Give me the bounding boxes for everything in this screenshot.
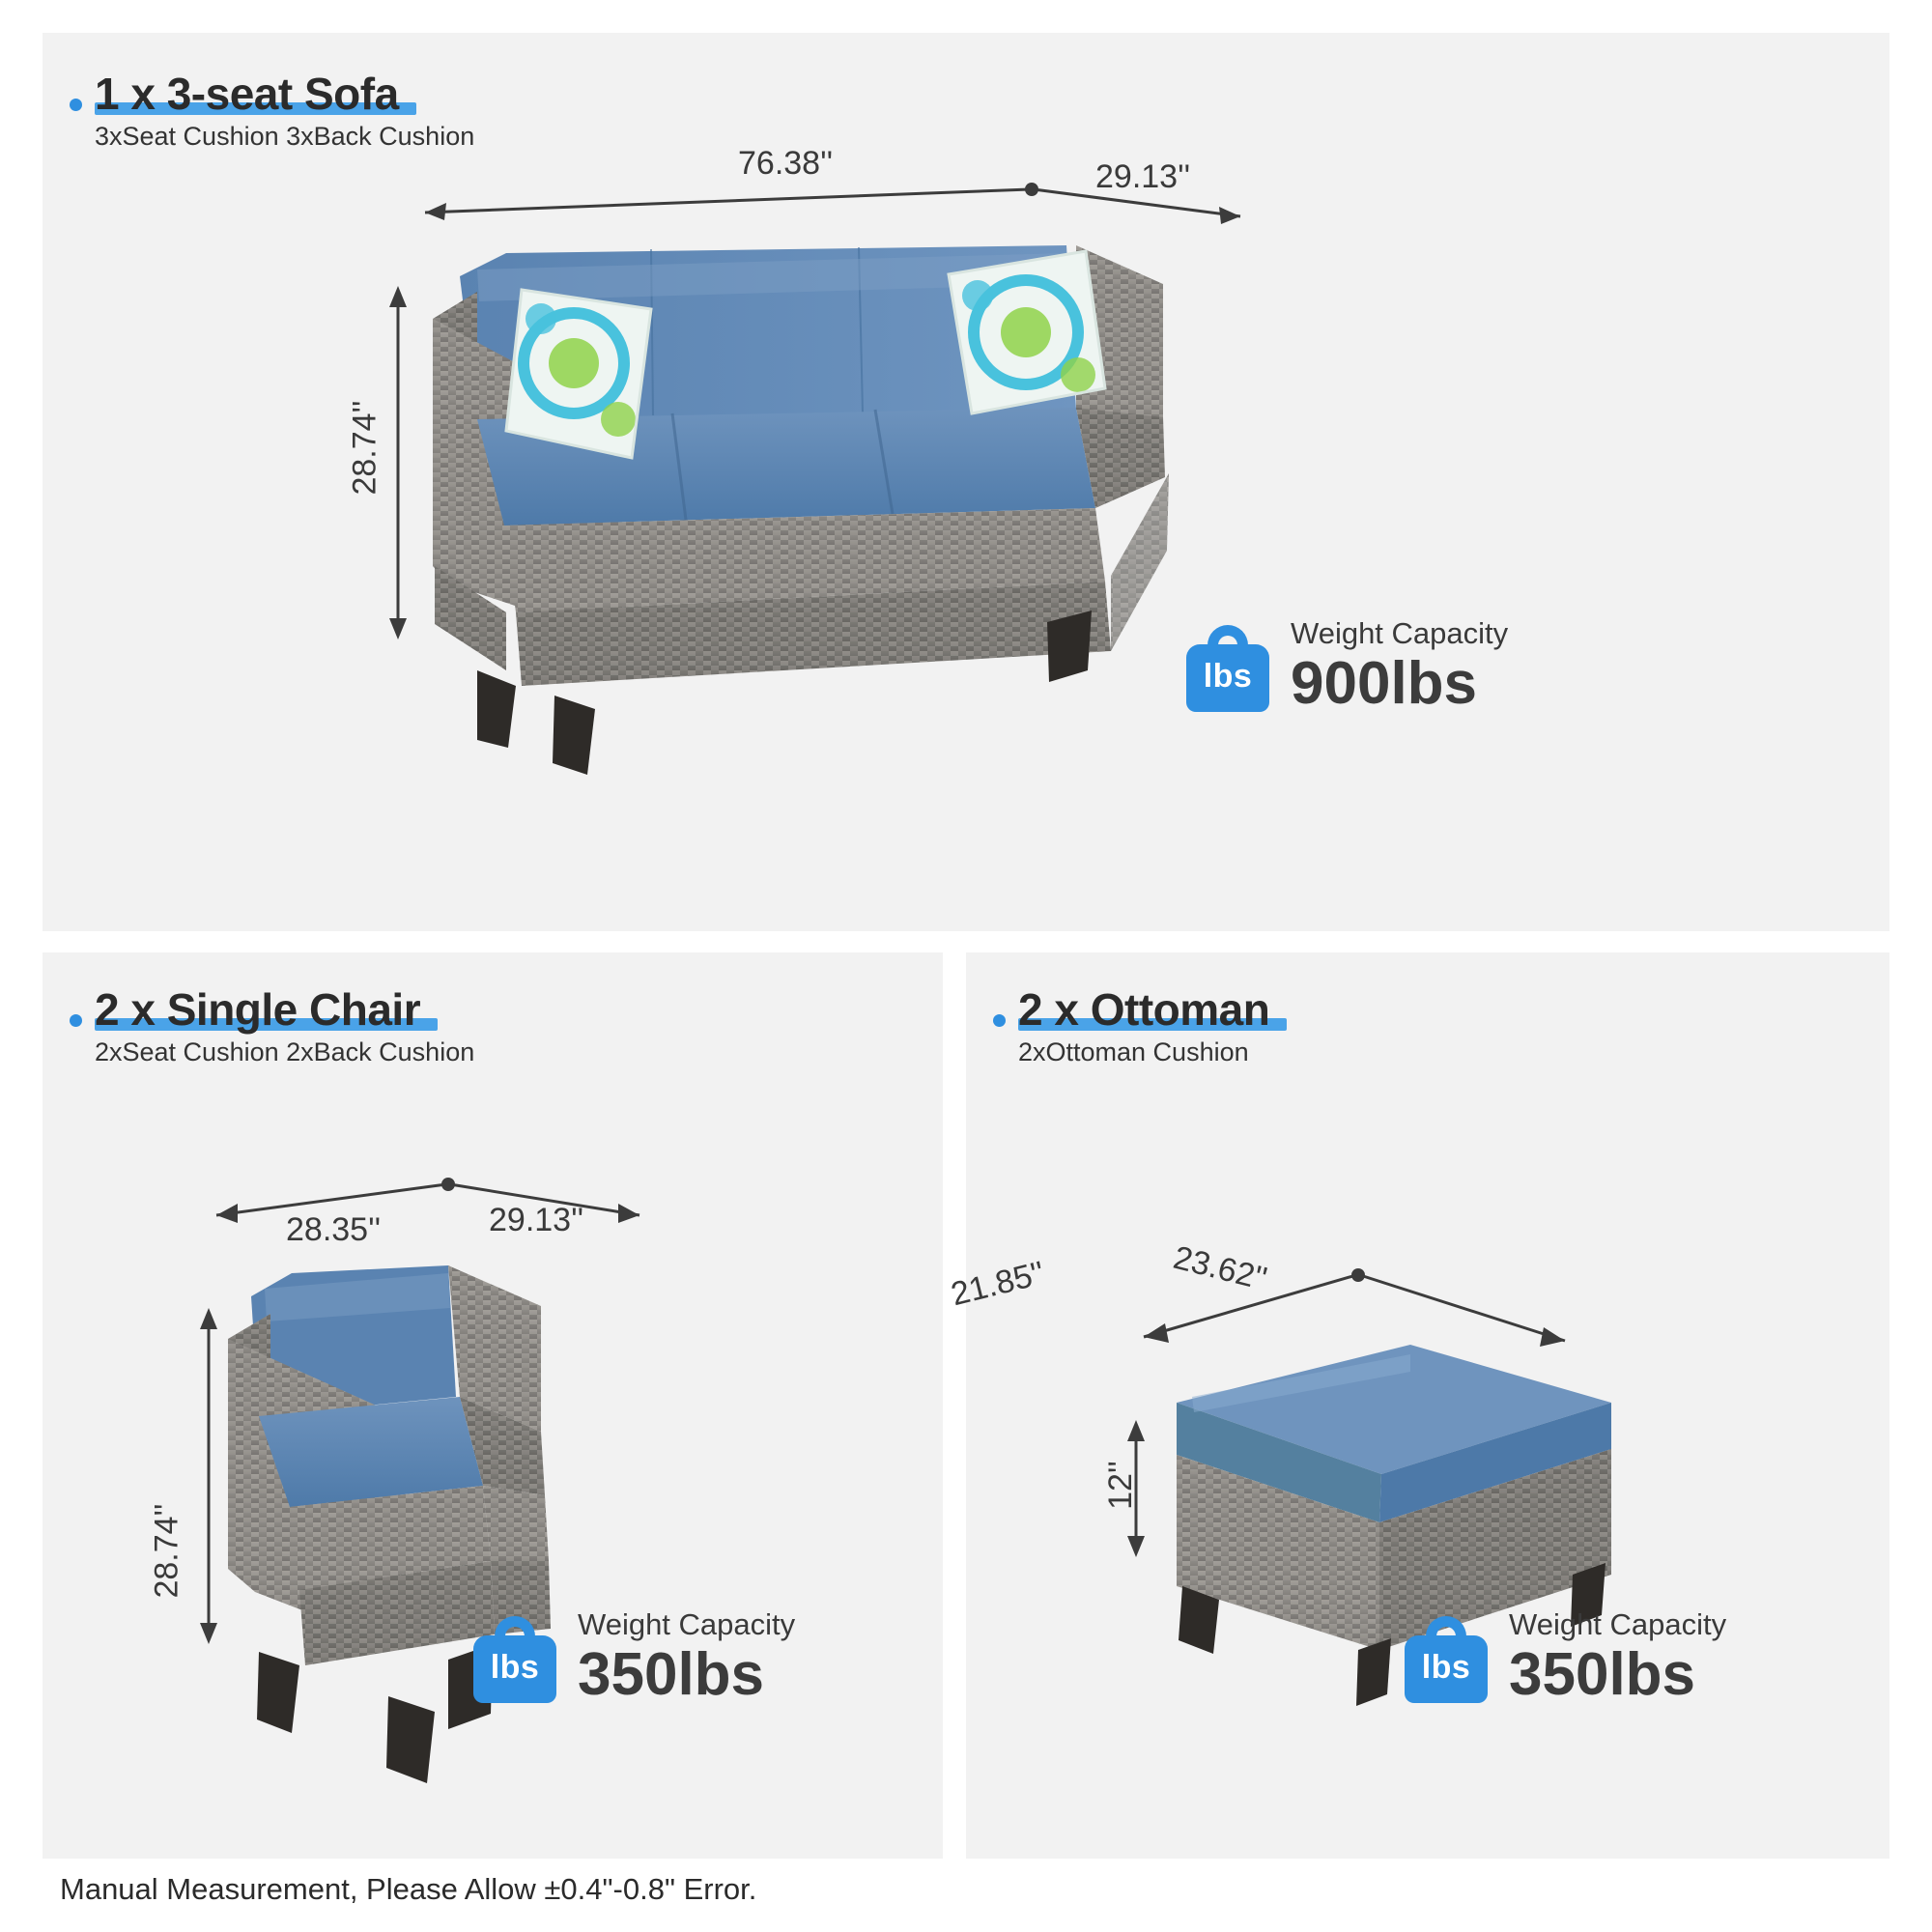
lbs-icon-text: lbs	[1421, 1648, 1471, 1686]
sofa-weight-capacity	[1180, 618, 1508, 715]
ottoman-subtitle: 2xOttoman Cushion	[1018, 1037, 1249, 1066]
sofa-subtitle: 3xSeat Cushion 3xBack Cushion	[95, 121, 475, 151]
bullet-icon	[70, 99, 82, 111]
chair-dim-height: 28.74''	[148, 1503, 185, 1599]
weight-capacity-value: 900lbs	[1291, 649, 1478, 717]
sofa-dim-height: 28.74''	[346, 400, 384, 496]
sofa-title: 1 x 3-seat Sofa	[95, 69, 399, 119]
lbs-icon-text: lbs	[1203, 657, 1253, 695]
sofa-illustration	[332, 129, 1569, 931]
ottoman-dim-width: 21.85''	[947, 1254, 1049, 1314]
weight-capacity-value: 350lbs	[578, 1640, 765, 1708]
weight-lbs-icon	[468, 1610, 562, 1705]
weight-capacity-label: Weight Capacity	[1291, 616, 1509, 650]
weight-capacity-value: 350lbs	[1509, 1640, 1696, 1708]
sofa-dim-width: 76.38''	[738, 145, 834, 182]
section-panel-single-chair	[43, 952, 943, 1859]
sofa-dim-depth: 29.13''	[1095, 158, 1191, 195]
weight-lbs-icon	[1399, 1610, 1493, 1705]
bullet-icon	[993, 1014, 1006, 1027]
ottoman-heading	[993, 985, 1269, 1067]
chair-weight-capacity	[468, 1609, 795, 1706]
chair-dim-depth: 29.13''	[489, 1202, 584, 1238]
chair-title: 2 x Single Chair	[95, 984, 421, 1035]
bullet-icon	[70, 1014, 82, 1027]
ottoman-dim-height: 12''	[1101, 1461, 1139, 1510]
chair-dim-width: 28.35''	[286, 1211, 382, 1248]
ottoman-illustration	[1121, 1213, 1816, 1832]
section-panel-sofa	[43, 33, 1889, 931]
ottoman-title: 2 x Ottoman	[1018, 984, 1270, 1035]
weight-capacity-label: Weight Capacity	[1509, 1607, 1727, 1641]
measurement-footnote: Manual Measurement, Please Allow ±0.4"-0.8" Error.	[60, 1872, 757, 1906]
lbs-icon-text: lbs	[490, 1648, 540, 1686]
chair-heading	[70, 985, 474, 1067]
section-panel-ottoman	[947, 952, 1889, 1859]
ottoman-dim-depth: 23.62''	[1169, 1238, 1271, 1298]
weight-lbs-icon	[1180, 619, 1275, 714]
weight-capacity-label: Weight Capacity	[578, 1607, 796, 1641]
chair-subtitle: 2xSeat Cushion 2xBack Cushion	[95, 1037, 475, 1066]
ottoman-weight-capacity	[1399, 1609, 1726, 1706]
